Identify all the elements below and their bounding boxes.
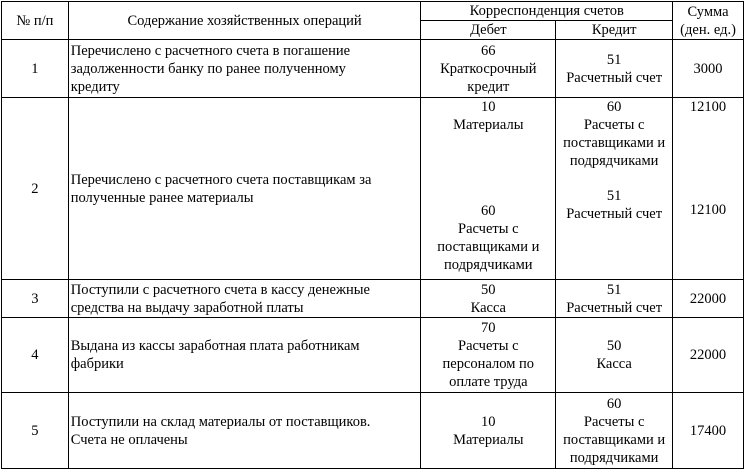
- header-content: Содержание хозяйственных операций: [68, 2, 421, 40]
- row-debit: 50 Касса: [421, 280, 556, 318]
- header-debit: Дебет: [421, 21, 556, 40]
- table-row: [2, 393, 744, 469]
- table-row: [2, 280, 744, 318]
- row-sum: 3000: [673, 40, 744, 98]
- row-num: 4: [2, 318, 69, 393]
- header-correspondence: Корреспонденция счетов: [421, 2, 673, 21]
- row-debit: 66 Краткосрочный кредит: [421, 40, 556, 98]
- row-content: Выдана из кассы заработная плата работникам фабрики: [68, 318, 421, 393]
- row-sum: 17400: [673, 393, 744, 469]
- row-content: Поступили с расчетного счета в кассу денежные средства на выдачу заработной платы: [68, 280, 421, 318]
- row-sum: 22000: [673, 318, 744, 393]
- row-sum: 22000: [673, 280, 744, 318]
- row-num: 3: [2, 280, 69, 318]
- row-content: Перечислено с расчетного счета поставщикам за полученные ранее материалы: [68, 98, 421, 280]
- header-num: № п/п: [2, 2, 69, 40]
- row-credit: 51 Расчетный счет: [556, 280, 673, 318]
- table-row: [2, 98, 744, 280]
- operations-table: [1, 1, 744, 469]
- row-credit: 51 Расчетный счет: [556, 40, 673, 98]
- row-credit: 50 Касса: [556, 318, 673, 393]
- row-debit: 10 Материалы: [421, 393, 556, 469]
- table-row: [2, 40, 744, 98]
- table-row: [2, 318, 744, 393]
- row-debit: 10 Материалы 60 Расчеты с поставщиками и подрядчиками: [421, 98, 556, 280]
- row-num: 5: [2, 393, 69, 469]
- row-content: Перечислено с расчетного счета в погашение задолженности банку по ранее полученному кредиту: [68, 40, 421, 98]
- header-credit: Кредит: [556, 21, 673, 40]
- row-num: 1: [2, 40, 69, 98]
- row-credit: 60 Расчеты с поставщиками и подрядчиками: [556, 393, 673, 469]
- row-credit: 60 Расчеты с поставщиками и подрядчиками 51 Расчетный счет: [556, 98, 673, 280]
- row-content: Поступили на склад материалы от поставщиков. Счета не оплачены: [68, 393, 421, 469]
- header-sum: Сумма (ден. ед.): [673, 2, 744, 40]
- row-num: 2: [2, 98, 69, 280]
- row-debit: 70 Расчеты с персоналом по оплате труда: [421, 318, 556, 393]
- row-sum: 12100 12100: [673, 98, 744, 280]
